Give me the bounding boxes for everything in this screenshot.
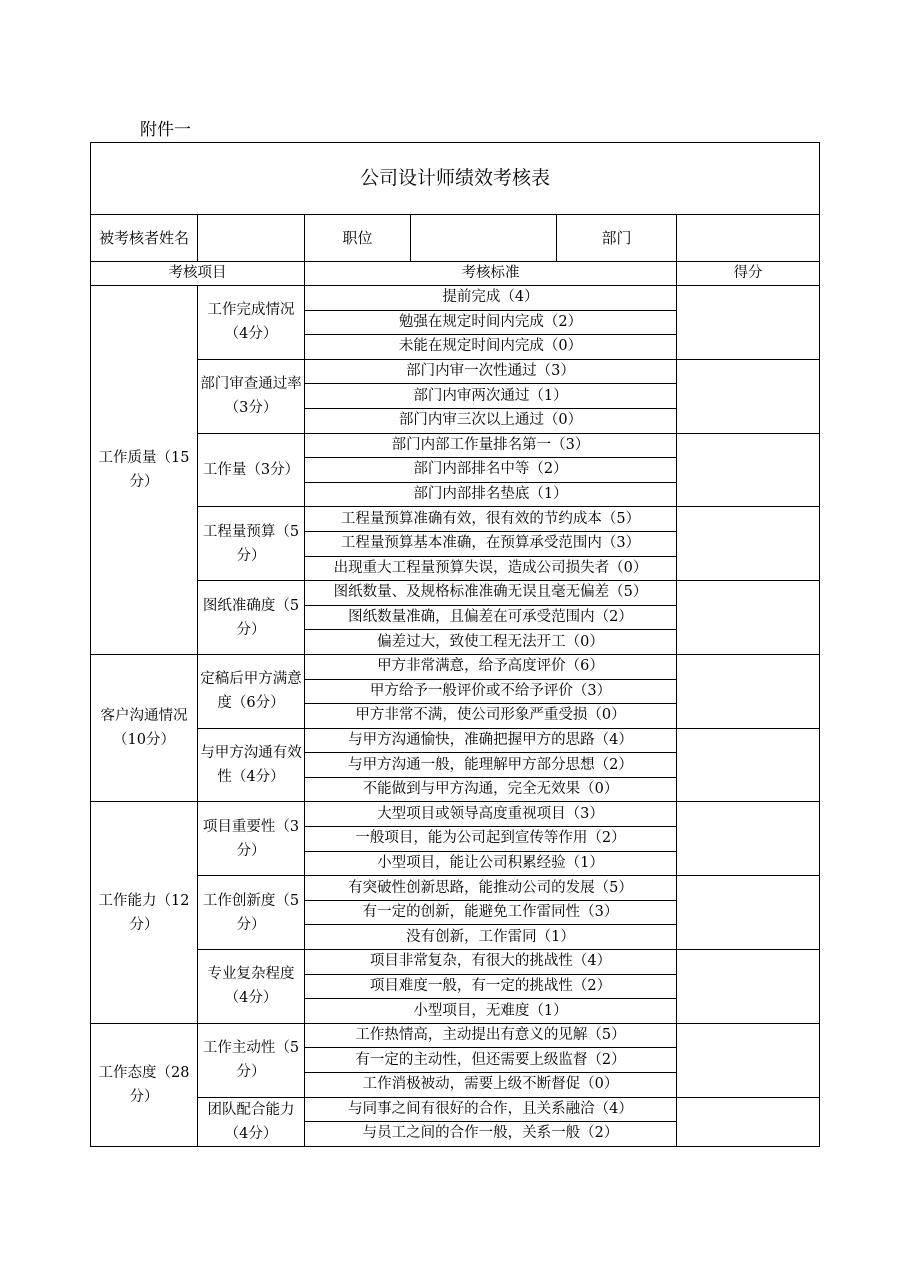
score-cell[interactable] <box>677 1097 820 1146</box>
item-cell: 团队配合能力（4分） <box>198 1097 305 1146</box>
criteria-row <box>91 802 820 827</box>
score-cell[interactable] <box>677 1023 820 1097</box>
criteria-cell: 图纸数量、及规格标准准确无误且毫无偏差（5） <box>305 581 677 606</box>
score-cell[interactable] <box>677 876 820 950</box>
criteria-cell: 部门内审一次性通过（3） <box>305 359 677 384</box>
criteria-cell: 勉强在规定时间内完成（2） <box>305 310 677 335</box>
criteria-cell: 甲方给予一般评价或不给予评价（3） <box>305 679 677 704</box>
criteria-cell: 部门内审两次通过（1） <box>305 384 677 409</box>
criteria-cell: 提前完成（4） <box>305 286 677 311</box>
criteria-cell: 没有创新，工作雷同（1） <box>305 925 677 950</box>
evaluation-table <box>90 142 820 1147</box>
criteria-cell: 项目难度一般，有一定的挑战性（2） <box>305 974 677 999</box>
position-value-cell[interactable] <box>411 215 557 262</box>
criteria-row <box>91 433 820 458</box>
criteria-row <box>91 950 820 975</box>
score-cell[interactable] <box>677 359 820 433</box>
criteria-cell: 小型项目，能让公司积累经验（1） <box>305 851 677 876</box>
name-label: 被考核者姓名 <box>91 215 198 262</box>
form-title: 公司设计师绩效考核表 <box>91 143 820 215</box>
header-criteria: 考核标准 <box>305 262 677 286</box>
criteria-cell: 不能做到与甲方沟通，完全无效果（0） <box>305 777 677 802</box>
item-cell: 专业复杂程度（4分） <box>198 950 305 1024</box>
criteria-cell: 工作热情高，主动提出有意义的见解（5） <box>305 1023 677 1048</box>
item-cell: 工作创新度（5分） <box>198 876 305 950</box>
score-cell[interactable] <box>677 433 820 507</box>
criteria-row <box>91 876 820 901</box>
criteria-row <box>91 581 820 606</box>
item-cell: 项目重要性（3分） <box>198 802 305 876</box>
criteria-cell: 未能在规定时间内完成（0） <box>305 335 677 360</box>
score-cell[interactable] <box>677 950 820 1024</box>
header-item: 考核项目 <box>91 262 305 286</box>
criteria-cell: 与甲方沟通愉快，准确把握甲方的思路（4） <box>305 728 677 753</box>
criteria-row <box>91 359 820 384</box>
score-cell[interactable] <box>677 802 820 876</box>
criteria-cell: 与员工之间的合作一般，关系一般（2） <box>305 1122 677 1147</box>
score-cell[interactable] <box>677 654 820 728</box>
criteria-cell: 工作消极被动，需要上级不断督促（0） <box>305 1073 677 1098</box>
criteria-cell: 工程量预算准确有效，很有效的节约成本（5） <box>305 507 677 532</box>
department-value-cell[interactable] <box>677 215 820 262</box>
criteria-cell: 有一定的主动性，但还需要上级监督（2） <box>305 1048 677 1073</box>
criteria-cell: 工程量预算基本准确，在预算承受范围内（3） <box>305 531 677 556</box>
item-cell: 工程量预算（5分） <box>198 507 305 581</box>
criteria-cell: 部门内部工作量排名第一（3） <box>305 433 677 458</box>
position-label: 职位 <box>305 215 411 262</box>
department-label: 部门 <box>557 215 677 262</box>
criteria-cell: 甲方非常不满，使公司形象严重受损（0） <box>305 704 677 729</box>
score-cell[interactable] <box>677 728 820 802</box>
criteria-row <box>91 286 820 311</box>
criteria-row <box>91 728 820 753</box>
criteria-cell: 项目非常复杂，有很大的挑战性（4） <box>305 950 677 975</box>
item-cell: 与甲方沟通有效性（4分） <box>198 728 305 802</box>
criteria-cell: 有一定的创新，能避免工作雷同性（3） <box>305 900 677 925</box>
category-cell: 工作态度（28分） <box>91 1023 198 1146</box>
criteria-row <box>91 654 820 679</box>
criteria-row <box>91 1097 820 1122</box>
criteria-cell: 偏差过大，致使工程无法开工（0） <box>305 630 677 655</box>
criteria-cell: 甲方非常满意，给予高度评价（6） <box>305 654 677 679</box>
criteria-cell: 部门内部排名垫底（1） <box>305 482 677 507</box>
criteria-cell: 与同事之间有很好的合作，且关系融洽（4） <box>305 1097 677 1122</box>
category-cell: 工作能力（12分） <box>91 802 198 1023</box>
item-cell: 工作量（3分） <box>198 433 305 507</box>
criteria-cell: 部门内部排名中等（2） <box>305 458 677 483</box>
item-cell: 定稿后甲方满意度（6分） <box>198 654 305 728</box>
criteria-cell: 一般项目，能为公司起到宣传等作用（2） <box>305 827 677 852</box>
score-cell[interactable] <box>677 507 820 581</box>
criteria-cell: 大型项目或领导高度重视项目（3） <box>305 802 677 827</box>
header-score: 得分 <box>677 262 820 286</box>
item-cell: 部门审查通过率（3分） <box>198 359 305 433</box>
criteria-row <box>91 507 820 532</box>
criteria-row <box>91 1023 820 1048</box>
criteria-cell: 部门内审三次以上通过（0） <box>305 408 677 433</box>
item-cell: 图纸准确度（5分） <box>198 581 305 655</box>
score-cell[interactable] <box>677 581 820 655</box>
criteria-cell: 与甲方沟通一般，能理解甲方部分思想（2） <box>305 753 677 778</box>
criteria-cell: 小型项目，无难度（1） <box>305 999 677 1024</box>
category-cell: 工作质量（15分） <box>91 286 198 655</box>
item-cell: 工作主动性（5分） <box>198 1023 305 1097</box>
criteria-cell: 有突破性创新思路，能推动公司的发展（5） <box>305 876 677 901</box>
criteria-cell: 出现重大工程量预算失误，造成公司损失者（0） <box>305 556 677 581</box>
category-cell: 客户沟通情况（10分） <box>91 654 198 802</box>
criteria-cell: 图纸数量准确，且偏差在可承受范围内（2） <box>305 605 677 630</box>
item-cell: 工作完成情况（4分） <box>198 286 305 360</box>
score-cell[interactable] <box>677 286 820 360</box>
name-value-cell[interactable] <box>198 215 305 262</box>
attachment-label: 附件一 <box>140 120 191 140</box>
